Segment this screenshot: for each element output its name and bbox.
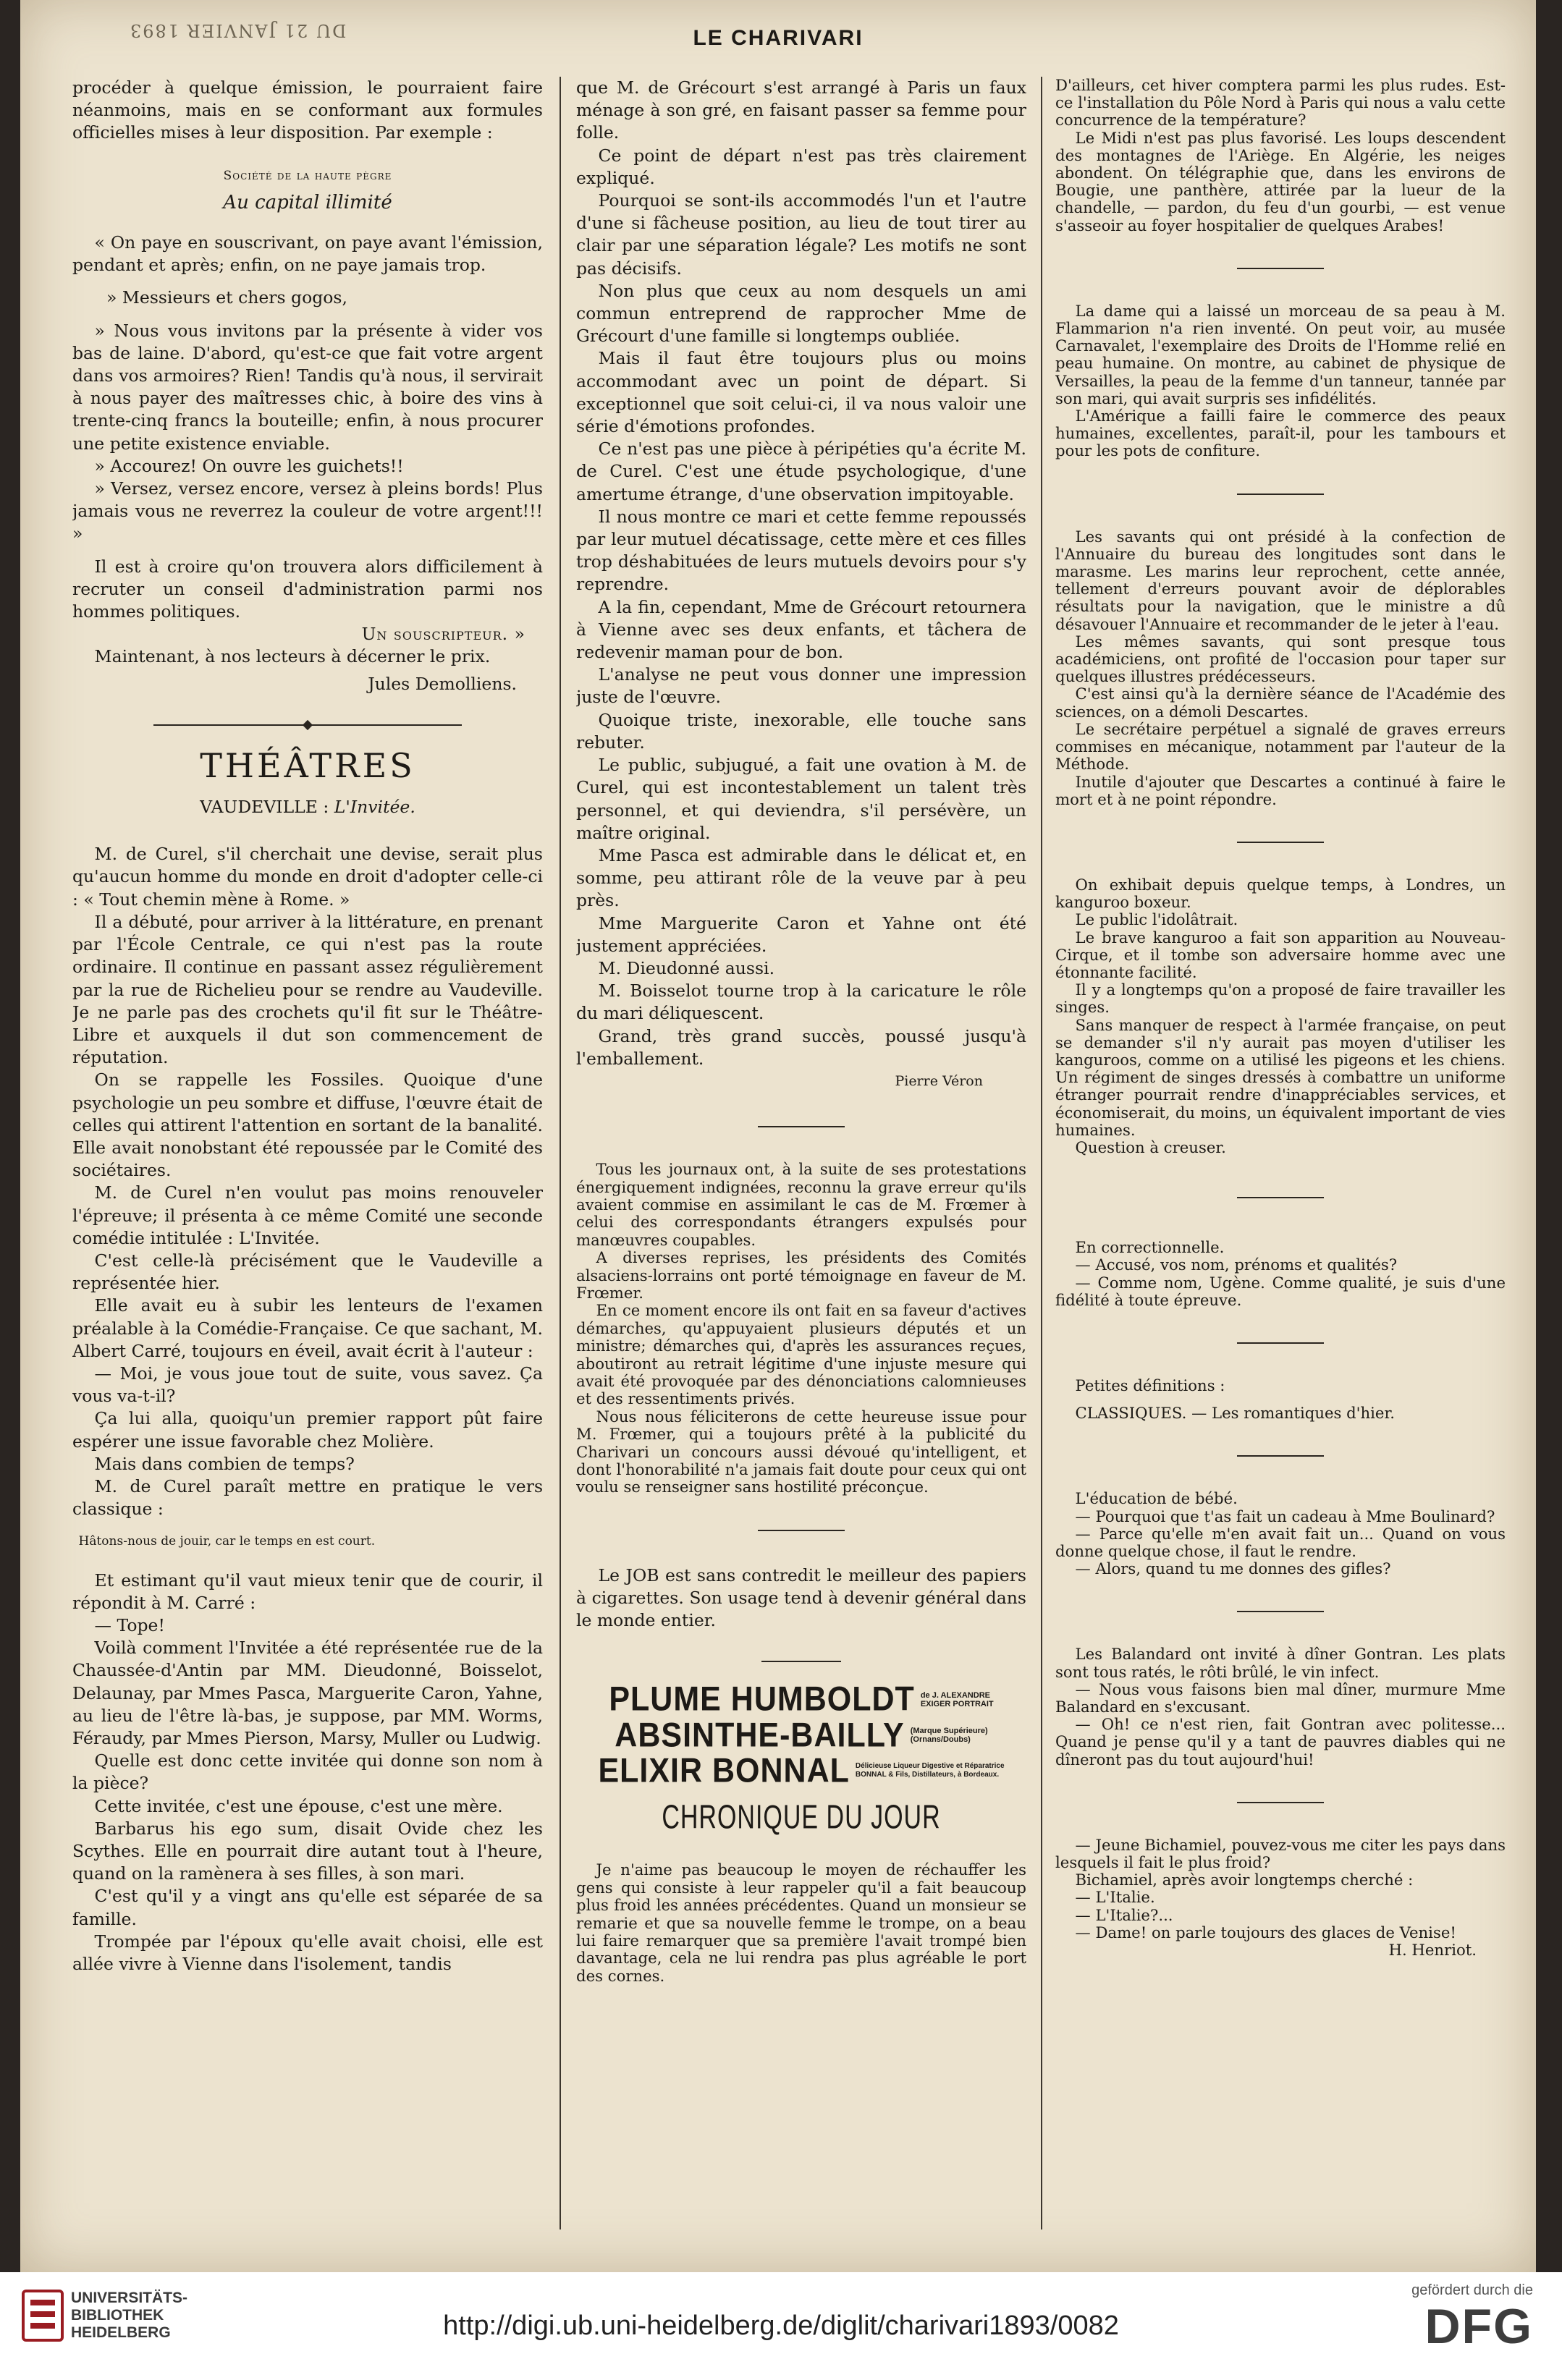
ad-absinthe-bailly: ABSINTHE-BAILLY (Marque Supérieure) (Ornans/Doubs) — [615, 1716, 988, 1755]
dfg-caption: gefördert durch die — [1411, 2282, 1533, 2298]
paragraph: Il y a longtemps qu'on a proposé de faire travailler les singes. — [1055, 981, 1506, 1017]
paragraph: — Pourquoi que t'as fait un cadeau à Mme Boulinard? — [1075, 1507, 1495, 1525]
column-rule — [1041, 77, 1042, 2229]
paragraph: M. de Curel paraît mettre en pratique le vers classique : — [72, 1475, 543, 1520]
signature: Pierre Véron — [895, 1072, 983, 1089]
paragraph: « On paye en souscrivant, on paye avant l'émission, pendant et après; enfin, on ne paye jamais trop. — [72, 232, 543, 276]
paragraph: Quelle est donc cette invitée qui donne son nom à la pièce? — [72, 1750, 543, 1794]
paragraph: Maintenant, à nos lecteurs à décerner le prix. — [94, 646, 491, 667]
paragraph: Mme Pasca est admirable dans le délicat et, en somme, peu attirant rôle de la veuve par à peu près. — [576, 844, 1026, 911]
paragraph: C'est celle-là précisément que le Vaudeville a représentée hier. — [72, 1250, 543, 1294]
paragraph: Les savants qui ont présidé à la confection de l'Annuaire du bureau des longitudes sont dans le marasme. Les marins leur reprochent, cette année, tellement d'erreurs pouvant avoir de déplorables résultats pour la navigation, que le ministre a dû désavouer l'Annuaire et recommander de le jeter à l'eau. — [1055, 527, 1506, 633]
verse-quote: Hâtons-nous de jouir, car le temps en est court. — [78, 1534, 376, 1549]
paragraph: — Parce qu'elle m'en avait fait un... Quand on vous donne quelque chose, il faut le rendre. — [1055, 1524, 1506, 1560]
paragraph: L'éducation de bébé. — [1075, 1489, 1238, 1508]
paragraph: Ce point de départ n'est pas très clairement expliqué. — [576, 145, 1026, 188]
column-1 — [72, 77, 543, 2233]
society-capital: Au capital illimité — [223, 191, 392, 213]
paragraph: Le public, subjugué, a fait une ovation à M. de Curel, qui est incontestablement un talent très personnel, et qui deviendra, s'il persévère, un maître original. — [576, 755, 1026, 843]
paragraph: Pourquoi se sont-ils accommodés l'un et l'autre d'une si fâcheuse position, au lieu de tout tirer au clair par une séparation légale? Les motifs ne sont pas décisifs. — [576, 190, 1026, 279]
paragraph: » Messieurs et chers gogos, — [106, 287, 347, 308]
separator-rule — [1237, 494, 1324, 495]
paragraph: Barbarus his ego sum, disait Ovide chez les Scythes. Elle en pourrait dire autant tout à l'heure, quand on la ramènera à ses filles, à son mari. — [72, 1818, 543, 1884]
paragraph: A la fin, cependant, Mme de Grécourt retournera à Vienne avec ses deux enfants, et tâchera de redevenir maman pour de bon. — [576, 596, 1026, 663]
ad-plume-humboldt: PLUME HUMBOLDT de J. ALEXANDRE EXIGER PORTRAIT — [609, 1680, 994, 1719]
paragraph: En ce moment encore ils ont fait en sa faveur d'actives démarches, qu'appuyaient plusieurs députés et un ministre; démarches qui, d'après les assurances reçues, aboutiront au retrait légitime d'une injuste mesure qui avait été provoquée par des dénonciations calomnieuses et des ressentiments privés. — [576, 1301, 1026, 1408]
separator-rule — [1237, 1802, 1324, 1803]
paragraph: En correctionnelle. — [1075, 1238, 1225, 1257]
paragraph: L'Amérique a failli faire le commerce des peaux humaines, excellentes, paraît-il, pour les tambours et pour les pots de confiture. — [1055, 407, 1506, 460]
paragraph: que M. de Grécourt s'est arrangé à Paris un faux ménage à son gré, en faisant passer sa femme pour folle. — [576, 77, 1026, 143]
running-head: DU 21 JANVIER 1893 — [129, 20, 347, 41]
paragraph: » Accourez! On ouvre les guichets!! — [94, 455, 404, 476]
paragraph: D'ailleurs, cet hiver comptera parmi les plus rudes. Est-ce l'installation du Pôle Nord à Paris qui nous a valu cette concurrence de la température? — [1055, 77, 1506, 130]
separator-rule — [758, 1126, 845, 1127]
paragraph: M. de Curel, s'il cherchait une devise, serait plus qu'aucun homme du monde en droit d'adopter celle-ci : « Tout chemin mène à Rome. » — [72, 844, 543, 910]
dfg-mark: DFG — [1424, 2299, 1533, 2354]
froemer-note — [576, 1161, 1026, 1496]
column-3 — [1055, 77, 1506, 2233]
paragraph: Tous les journaux ont, à la suite de ses protestations énergiquement indignées, reconnu la grave erreur qu'ils avaient commise en assimilant le cas de M. Frœmer à celui des correspondants étrangers expulsés pour manœuvres coupables. — [576, 1160, 1026, 1249]
paragraph: On exhibait depuis quelque temps, à Londres, un kanguroo boxeur. — [1055, 875, 1506, 912]
section-title-chronique: CHRONIQUE DU JOUR — [662, 1799, 941, 1837]
paragraph: Question à creuser. — [1075, 1138, 1226, 1156]
separator-rule — [1237, 268, 1324, 269]
permalink-url[interactable]: http://digi.ub.uni-heidelberg.de/diglit/charivari1893/0082 — [443, 2311, 1119, 2341]
paragraph: — Nous vous faisons bien mal dîner, murmure Mme Balandard en s'excusant. — [1055, 1680, 1506, 1716]
paragraph: M. de Curel n'en voulut pas moins renouveler l'épreuve; il présenta à ce même Comité une seconde comédie intitulée : L'Invitée. — [72, 1182, 543, 1248]
society-name: Société de la haute pègre — [223, 168, 392, 183]
paragraph: Et estimant qu'il vaut mieux tenir que de courir, il répondit à M. Carré : — [72, 1570, 543, 1613]
chronique-text — [576, 1861, 1026, 1985]
separator-rule — [1237, 1455, 1324, 1457]
paragraph: — L'Italie?... — [1075, 1905, 1173, 1924]
masthead: LE CHARIVARI — [693, 26, 864, 50]
newspaper-page — [20, 0, 1536, 2272]
paragraph: C'est ainsi qu'à la dernière séance de l'Académie des sciences, on a démoli Descartes. — [1055, 685, 1506, 721]
dfg-logo — [1411, 2282, 1533, 2354]
paragraph: Ça lui alla, quoiqu'un premier rapport pût faire espérer une issue favorable chez Molière. — [72, 1408, 543, 1452]
paragraph: Le public l'idolâtrait. — [1075, 910, 1238, 929]
paragraph: Je n'aime pas beaucoup le moyen de réchauffer les gens qui consiste à leur rappeler qu'il a fait beaucoup plus froid les années précédentes. Quand un monsieur se remarie et que sa nouvelle femme le trompe, on a beau lui faire remarquer que sa première l'avait trompé bien davantage, cela ne lui rendra pas plus agréable le port des cornes. — [576, 1860, 1026, 1985]
paragraph: Voilà comment l'Invitée a été représentée rue de la Chaussée-d'Antin par MM. Dieudonné, Boisselot, Delaunay, par Mmes Pasca, Marguerite Caron, Yahne, au lieu de l'être là-bas, je suppose, par MM. Worms, Féraudy, par Mmes Pierson, Marsy, Muller ou Ludwig. — [72, 1638, 543, 1748]
paragraph: A diverses reprises, les présidents des Comités alsaciens-lorrains ont porté témoignage en faveur de M. Frœmer. — [576, 1248, 1026, 1302]
signature: H. Henriot. — [1388, 1941, 1477, 1960]
paragraph: Inutile d'ajouter que Descartes a continué à faire le mort et à ne point répondre. — [1055, 772, 1506, 808]
paragraph: » Versez, versez encore, versez à pleins bords! Plus jamais vous ne reverrez la couleur de votre argent!!! » — [72, 478, 543, 544]
separator-rule — [1237, 1611, 1324, 1612]
column-2 — [576, 77, 1026, 2233]
paragraph: Quoique triste, inexorable, elle touche sans rebuter. — [576, 709, 1026, 753]
paragraph: Le Midi n'est pas plus favorisé. Les loups descendent des montagnes de l'Ariège. En Algérie, les neiges abondent. On télégraphie que, dans les environs de Bougie, une panthère, attirée par la lueur de la chandelle, — pardon, du feu d'un gourbi, — est venue s'asseoir au foyer hospitalier de quelques Arabes! — [1055, 128, 1506, 234]
paragraph: Elle avait eu à subir les lenteurs de l'examen préalable à la Comédie-Française. Ce que sachant, M. Albert Carré, toujours en éveil, avait écrit à l'auteur : — [72, 1295, 543, 1361]
signature: Jules Demolliens. — [368, 673, 517, 694]
paragraph: L'analyse ne peut vous donner une impression juste de l'œuvre. — [576, 664, 1026, 708]
paragraph: Trompée par l'époux qu'elle avait choisi, elle est allée vivre à Vienne dans l'isolement, tandis — [72, 1931, 543, 1975]
separator-rule — [1237, 1342, 1324, 1344]
library-name-line: UNIVERSITÄTS- — [71, 2290, 188, 2306]
paragraph: On se rappelle les Fossiles. Quoique d'une psychologie un peu sombre et diffuse, l'œuvre était de celles qui attirent l'attention en sortant de la banalité. Elle avait nonobstant été repoussée par le Comité des sociétaires. — [72, 1070, 543, 1181]
paragraph: Le brave kanguroo a fait son apparition au Nouveau-Cirque, et il tombe son adversaire homme avec une étonnante facilité. — [1055, 928, 1506, 981]
paragraph: — Dame! on parle toujours des glaces de Venise! — [1075, 1923, 1456, 1941]
separator-rule — [1237, 842, 1324, 843]
paragraph: M. Boisselot tourne trop à la caricature le rôle du mari déliquescent. — [576, 981, 1026, 1024]
paragraph: Cette invitée, c'est une épouse, c'est une mère. — [94, 1795, 503, 1816]
paragraph: C'est qu'il y a vingt ans qu'elle est séparée de sa famille. — [72, 1886, 543, 1929]
paragraph: M. Dieudonné aussi. — [598, 957, 775, 978]
paragraph: Il est à croire qu'on trouvera alors difficilement à recruter un conseil d'administration parmi nos hommes politiques. — [72, 556, 543, 622]
section-title-theatres: THÉÂTRES — [200, 745, 415, 785]
paragraph: La dame qui a laissé un morceau de sa peau à M. Flammarion n'a rien inventé. On peut voir, au musée Carnavalet, l'exemplaire des Droits de l'Homme relié en peau humaine. On montre, au cabinet de physique de Versailles, la peau de la femme d'un tanneur, tannée par son mari, qui avait surpris ses infidélités. — [1055, 301, 1506, 407]
paragraph: Mme Marguerite Caron et Yahne ont été justement appréciées. — [576, 912, 1026, 956]
signature: Un souscripteur. » — [361, 624, 525, 645]
paragraph: procéder à quelque émission, le pourraient faire néanmoins, mais en se conformant aux formules officielles mises à leur disposition. Par exemple : — [72, 77, 543, 143]
library-name-line: BIBLIOTHEK — [71, 2307, 164, 2324]
paragraph: — Oh! ce n'est rien, fait Gontran avec politesse... Quand je pense qu'il y a tant de pauvres diables qui ne dîneront pas du tout aujourd'hui! — [1055, 1715, 1506, 1769]
vaudeville-heading: VAUDEVILLE : L'Invitée. — [200, 797, 415, 818]
paragraph: Grand, très grand succès, poussé jusqu'à l'emballement. — [576, 1025, 1026, 1069]
paragraph: Mais il faut être toujours plus ou moins accommodant avec un point de départ. Si exceptionnel que soit celui-ci, il va nous valoir une série d'émotions profondes. — [576, 348, 1026, 437]
paragraph: — Tope! — [94, 1614, 165, 1635]
paragraph: Le secrétaire perpétuel a signalé de graves erreurs commises en mécanique, notamment par l'auteur de la Méthode. — [1055, 719, 1506, 774]
column-rule — [560, 77, 561, 2229]
paragraph: » Nous vous invitons par la présente à vider vos bas de laine. D'abord, qu'est-ce que fait votre argent dans vos armoires? Rien! Tandis qu'à nous, il servirait à nous payer des maîtresses chic, à boire des vins à trente-cinq francs la bouteille; enfin, à nous procurer une petite existence enviable. — [72, 320, 543, 454]
paragraph: Ce n'est pas une pièce à péripéties qu'a écrite M. de Curel. C'est une étude psychologique, d'une amertume étrange, d'une observation impitoyable. — [576, 439, 1026, 504]
paragraph: Il a débuté, pour arriver à la littérature, en prenant par l'École Centrale, ce qui n'est pas la route ordinaire. Il continue en passant assez régulièrement par la rue de Richelieu pour se rendre au Vaudeville. Je ne parle pas des crochets qu'il fit sur le Théâtre-Libre et auxquels il dut son commencement de réputation. — [72, 911, 543, 1068]
separator-ornament — [72, 721, 543, 729]
paragraph: Les Balandard ont invité à dîner Gontran. Les plats sont tous ratés, le rôti brûlé, le vin infect. — [1055, 1645, 1506, 1681]
separator-rule — [1237, 1197, 1324, 1198]
paragraph: Nous nous féliciterons de cette heureuse issue pour M. Frœmer, qui a toujours prêté à la publicité du Charivari un concours aussi dévoué qu'intelligent, et dont l'honorabilité n'a jamais fait doute pour ceux qui ont voulu se renseigner sans hostilité préconçue. — [576, 1407, 1026, 1496]
paragraph: — L'Italie. — [1075, 1888, 1155, 1907]
paragraph: Non plus que ceux au nom desquels un ami commun entreprend de rapprocher Mme de Grécourt d'une famille si longtemps oubliée. — [576, 280, 1026, 347]
paragraph: Sans manquer de respect à l'armée française, on peut se demander s'il n'y aurait pas moyen d'utiliser les kanguroos, comme on a utilisé les pigeons et les chiens. Un régiment de singes dressés à combattre un uniforme étranger pourrait rendre d'inappréciables services, et économiserait, du moins, un équivalent important de vies humaines. — [1055, 1015, 1506, 1139]
paragraph: — Alors, quand tu me donnes des gifles? — [1075, 1559, 1391, 1578]
paragraph: Il nous montre ce mari et cette femme repoussés par leur mutuel décatissage, cette mère et ces filles trop déshabituées de leurs mutuels devoirs pour s'y reprendre. — [576, 506, 1026, 595]
ad-elixir-bonnal: ELIXIR BONNAL Délicieuse Liqueur Digestive et Réparatrice BONNAL & Fils, Distillateurs, à Bordeaux. — [598, 1751, 1005, 1790]
paragraph: Petites définitions : — [1075, 1376, 1225, 1394]
paragraph: — Moi, je vous joue tout de suite, vous savez. Ça vous va-t-il? — [72, 1363, 543, 1407]
paragraph: Le JOB est sans contredit le meilleur des papiers à cigarettes. Son usage tend à devenir général dans le monde entier. — [576, 1564, 1026, 1631]
paragraph: — Jeune Bichamiel, pouvez-vous me citer les pays dans lesquels il fait le plus froid? — [1055, 1835, 1506, 1872]
viewer-footer — [0, 2272, 1562, 2380]
paragraph: CLASSIQUES. — Les romantiques d'hier. — [1075, 1404, 1395, 1423]
paragraph: — Accusé, vos nom, prénoms et qualités? — [1075, 1255, 1398, 1274]
separator-rule — [761, 1661, 841, 1662]
paragraph: Les mêmes savants, qui sont presque tous académiciens, ont profité de l'occasion pour taper sur quelques illustres prédécesseurs. — [1055, 632, 1506, 686]
paragraph: Bichamiel, après avoir longtemps cherché : — [1075, 1871, 1414, 1889]
paragraph: — Comme nom, Ugène. Comme qualité, je suis d'une fidélité à toute épreuve. — [1055, 1273, 1506, 1309]
separator-rule — [758, 1530, 845, 1531]
paragraph: Mais dans combien de temps? — [94, 1453, 355, 1474]
library-name-line: HEIDELBERG — [71, 2324, 171, 2341]
